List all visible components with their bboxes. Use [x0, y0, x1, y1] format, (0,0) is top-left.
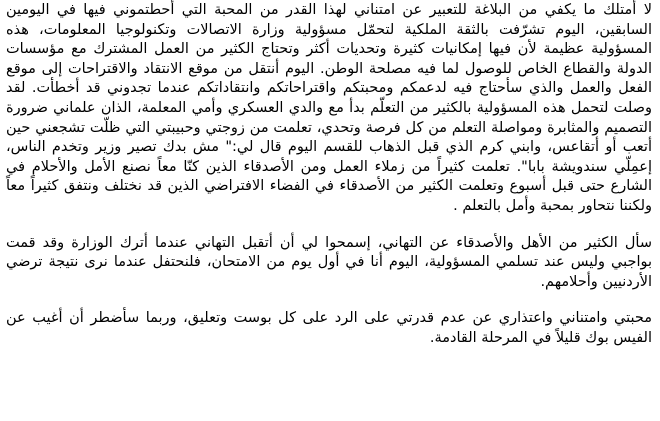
paragraph-congratulations: سأل الكثير من الأهل والأصدقاء عن التهاني، إسمحوا لي أن أتقبل التهاني عندما أترك الوزارة وقد قمت بواجبي وليس عند تسلمي المسؤولية، اليوم أنا في أول يوم من الامتحان، فلنحتفل عندما نرى نتيجة ترضي الأردنيين وأحلامهم.: [6, 234, 652, 290]
paragraph-gratitude: لا أمتلك ما يكفي من البلاغة للتعبير عن امتناني لهذا القدر من المحبة التي أحطتموني فيها في اليومين السابقين، اليوم تشرّفت بالثقة الملكية لتحمّل مسؤولية وزارة الاتصالات وتكنولوجيا المعلومات، هذه المسؤولية عظيمة لأن فيها إمكانيات كثيرة وتحديات أكثر وتحتاج الكثير من العمل المشترك مع مؤسسات الدولة والقطاع الخاص للوصول لما فيه مصلحة الوطن. اليوم أنتقل من موقع الانتقاد والاقتراحات إلى موقع الفعل والعمل والذي سأحتاج فيه لدعمكم ومحبتكم واقتراحاتكم وانتقاداتكم عندما تجدوني قد أخطأت. لقد وصلت لتحمل هذه المسؤولية بالكثير من التعلّم بدأ مع والدي العسكري وأمي المعلمة، الذان علماني ضرورة التصميم والمثابرة ومواصلة التعلم من كل فرصة وتحدي، تعلمت من زوجتي وحبيبتي التي ظلّت تشجعني حين أتعب أو أتقاعس، وابني كرم الذي قبل الذهاب للقسم اليوم قال لي:" مش بدك تصير وزير وتخدم الناس، إعمِلّي سندويشة بابا". تعلمت كثيراً من زملاء العمل ومن الأصدقاء الذين كنّا معاً نصنع الأمل والأحلام في الشارع حتى قبل أسبوع وتعلمت الكثير من الأصدقاء في الفضاء الافتراضي الذين قد نختلف ونتفق كثيراً معاً ولكننا نتحاور بمحبة وأمل بالتعلم .: [6, 2, 652, 214]
paragraph-apology: محبتي وامتناني واعتذاري عن عدم قدرتي على الرد على كل بوست وتعليق، وربما سأضطر أن أغيب عن الفيس بوك قليلاً في المرحلة القادمة.: [6, 310, 652, 346]
post-text: [6, 1, 652, 349]
